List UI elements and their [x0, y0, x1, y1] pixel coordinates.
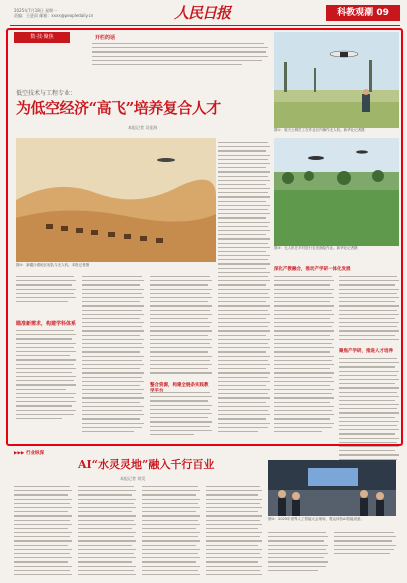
column-3-text — [150, 276, 212, 377]
section-banner — [326, 5, 400, 21]
column-5-text — [274, 276, 334, 435]
page-number: 09 — [376, 8, 389, 18]
lower-column-2 — [78, 486, 136, 578]
column-6-text — [339, 276, 399, 343]
lower-column-5 — [268, 532, 328, 574]
column-3b-text — [150, 392, 212, 438]
edition-text: 责编：王进雨 邮箱：xxxx@peopledaily.cn — [14, 13, 94, 18]
lower-byline: 本报记者 刘昊 — [120, 476, 146, 481]
article-headline: 为低空经济“高飞”培养复合人才 — [16, 99, 221, 117]
photo-caption-1: 图①：航天云网员工在作业区内操作无人机。新华社记者摄 — [274, 128, 365, 132]
section-name: 科教观潮 — [337, 8, 374, 18]
lower-headline[interactable]: AI“水灵灵地”融入千行百业 — [78, 458, 215, 471]
masthead-rule — [10, 25, 400, 26]
masthead — [0, 0, 407, 26]
editor-note-text — [92, 43, 270, 83]
lower-column-1 — [14, 486, 72, 578]
column-1-text — [16, 276, 76, 305]
photo-caption-2: 图②：新疆沙漠地区驼队与无人机。本报记者摄 — [16, 263, 90, 267]
lower-column-3 — [142, 486, 200, 578]
lower-section-tag: ▶▶▶ 行业纵深 — [14, 451, 44, 456]
section-head-3: 深化产教融合，推动产学研一体化发展 — [274, 267, 351, 272]
section-head-1: 瞄准新需求，构建学科体系 — [16, 321, 77, 327]
photo-desert-camels — [16, 138, 216, 262]
column-4-text — [218, 142, 270, 435]
article-subhead: 低空技术与工程专业： — [16, 90, 77, 97]
photo-caption-4: 图④：2025年世界人工智能大会现场，观众体验AI智能设备。 — [268, 517, 364, 521]
photo-ai-conference — [268, 460, 396, 516]
section-head-2: 整合资源，构建全链条实践教 — [150, 383, 209, 388]
article-kicker: 数·技·聚焦 — [14, 32, 70, 43]
column-1b-text — [16, 330, 76, 422]
lower-column-4 — [206, 486, 262, 578]
section-head-4: 聚焦产学研，推进人才培养 — [339, 349, 393, 354]
column-6b-text — [339, 358, 399, 467]
main-article[interactable] — [6, 28, 403, 446]
photo-caption-3: 图③：无人机在乡村进行农田测绘作业。新华社记者摄 — [274, 246, 358, 250]
lower-column-6 — [334, 532, 396, 557]
photo-green-field — [274, 138, 399, 246]
date-line — [14, 8, 93, 18]
paper-title: 人民日报 — [174, 4, 231, 22]
article-byline: 本报记者 吴佳海 — [128, 125, 158, 130]
photo-drone-field — [274, 32, 399, 128]
editor-note-title: 开栏的话 — [95, 35, 116, 41]
column-2-text — [82, 276, 144, 435]
date-text: 2025年7月18日 星期一 — [14, 8, 58, 13]
